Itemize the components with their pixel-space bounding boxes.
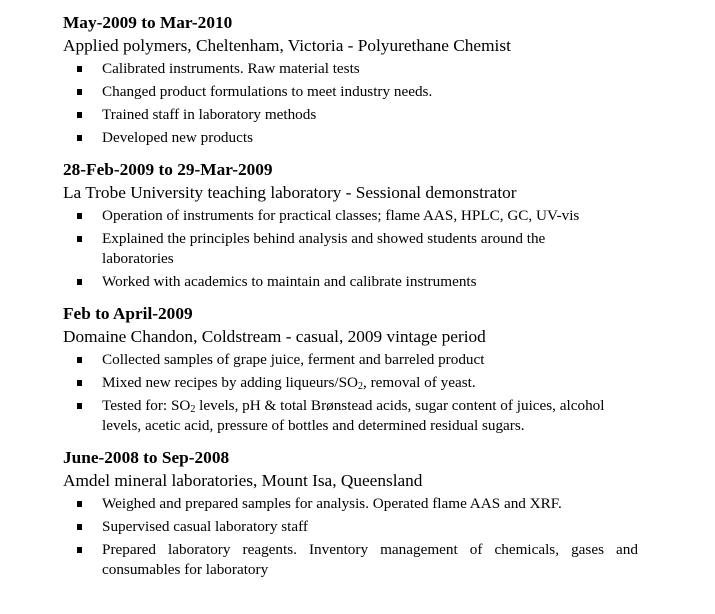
list-item bbox=[63, 540, 638, 580]
list-item bbox=[63, 272, 638, 292]
list-item bbox=[63, 494, 638, 514]
job-section bbox=[63, 303, 638, 436]
square-bullet-icon bbox=[77, 380, 82, 386]
job-duties-list bbox=[63, 350, 638, 436]
duty-text: Calibrated instruments. Raw material tests bbox=[102, 60, 360, 77]
job-date-range: Feb to April-2009 bbox=[63, 304, 193, 323]
duty-text-part: Mixed new recipes by adding liqueurs/SO bbox=[102, 374, 359, 391]
job-employer-title: Applied polymers, Cheltenham, Victoria - Polyurethane Chemist bbox=[63, 36, 511, 55]
job-section bbox=[63, 12, 638, 148]
list-item bbox=[63, 105, 638, 125]
square-bullet-icon bbox=[77, 501, 82, 507]
job-date-range: May-2009 to Mar-2010 bbox=[63, 13, 233, 32]
list-item bbox=[63, 350, 638, 370]
subscript: 2 bbox=[190, 404, 196, 415]
job-employer-title: Amdel mineral laboratories, Mount Isa, Queensland bbox=[63, 471, 423, 490]
square-bullet-icon bbox=[77, 524, 82, 530]
list-item bbox=[63, 517, 638, 537]
list-item bbox=[63, 82, 638, 102]
job-date-range: 28-Feb-2009 to 29-Mar-2009 bbox=[63, 160, 273, 179]
job-duties-list bbox=[63, 206, 638, 292]
job-section bbox=[63, 159, 638, 292]
square-bullet-icon bbox=[77, 236, 82, 242]
list-item bbox=[63, 373, 638, 393]
resume-work-history bbox=[63, 12, 638, 591]
duty-text: Worked with academics to maintain and calibrate instruments bbox=[102, 273, 477, 290]
duty-text: Changed product formulations to meet industry needs. bbox=[102, 83, 433, 100]
list-item bbox=[63, 206, 638, 226]
square-bullet-icon bbox=[77, 357, 82, 363]
duty-text: Developed new products bbox=[102, 129, 253, 146]
duty-text: Trained staff in laboratory methods bbox=[102, 106, 317, 123]
duty-text: Operation of instruments for practical classes; flame AAS, HPLC, GC, UV-vis bbox=[102, 207, 580, 224]
list-item bbox=[63, 128, 638, 148]
square-bullet-icon bbox=[77, 547, 82, 553]
job-duties-list bbox=[63, 494, 638, 580]
job-section bbox=[63, 447, 638, 580]
square-bullet-icon bbox=[77, 112, 82, 118]
duty-text-part: levels, pH & total Brønstead acids, sugar content of juices, alcohol levels, acetic acid, pressure of bottles and determined residual sugars. bbox=[102, 397, 605, 434]
square-bullet-icon bbox=[77, 403, 82, 409]
duty-text: Weighed and prepared samples for analysis. Operated flame AAS and XRF. bbox=[102, 495, 562, 512]
duty-text-part: , removal of yeast. bbox=[363, 374, 476, 391]
job-employer-title: La Trobe University teaching laboratory - Sessional demonstrator bbox=[63, 183, 517, 202]
duty-text bbox=[102, 397, 604, 434]
subscript: 2 bbox=[358, 381, 364, 392]
square-bullet-icon bbox=[77, 135, 82, 141]
square-bullet-icon bbox=[77, 213, 82, 219]
job-employer-title: Domaine Chandon, Coldstream - casual, 2009 vintage period bbox=[63, 327, 486, 346]
duty-text: Prepared laboratory reagents. Inventory management of chemicals, gases and consumables for laboratory bbox=[102, 541, 638, 578]
duty-text bbox=[102, 374, 476, 391]
square-bullet-icon bbox=[77, 89, 82, 95]
duty-text: Explained the principles behind analysis and showed students around the laboratories bbox=[102, 230, 546, 267]
duty-text: Collected samples of grape juice, ferment and barreled product bbox=[102, 351, 485, 368]
job-date-range: June-2008 to Sep-2008 bbox=[63, 448, 230, 467]
job-duties-list bbox=[63, 59, 638, 148]
square-bullet-icon bbox=[77, 66, 82, 72]
duty-text: Supervised casual laboratory staff bbox=[102, 518, 308, 535]
list-item bbox=[63, 229, 638, 269]
list-item bbox=[63, 59, 638, 79]
duty-text-part: Tested for: SO bbox=[102, 397, 191, 414]
list-item bbox=[63, 396, 638, 436]
square-bullet-icon bbox=[77, 279, 82, 285]
